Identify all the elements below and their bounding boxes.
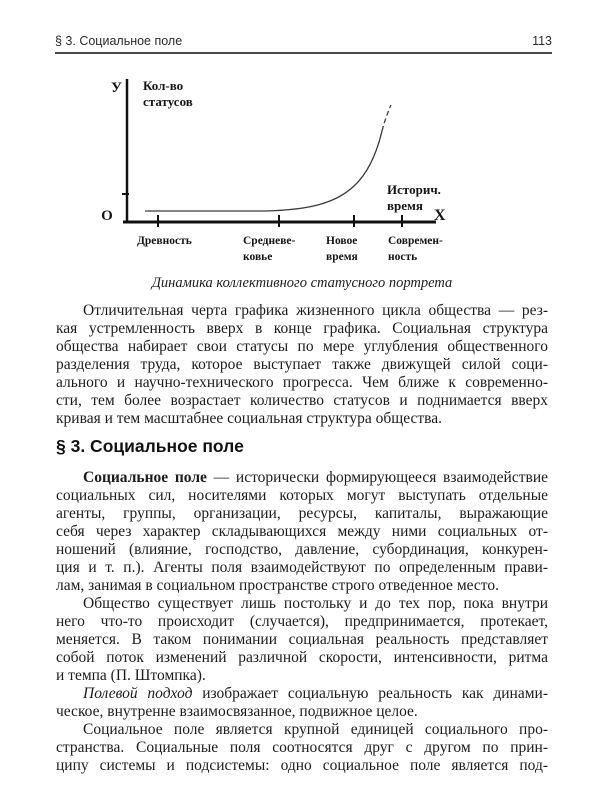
growth-curve — [145, 131, 382, 211]
text-span: — исторически формирующееся взаимодействие — [206, 469, 548, 486]
text-line: ального и научно-технического прогресса. Чем ближе к современно- — [56, 374, 548, 391]
header-section-title: § 3. Социальное поле — [55, 34, 183, 48]
text-line: ношений (влияние, господство, давление, субординация, конкурен- — [56, 541, 548, 558]
text-line: социальных сил, носителями которых могут выступать отдельные — [56, 487, 548, 504]
y-axis-label-line1: Кол-во — [143, 78, 184, 93]
curve-label-line1: Историч. — [387, 182, 441, 197]
text-line: ция и т. п.). Агенты поля взаимодействуют по определенным прави- — [56, 559, 548, 576]
text-line — [56, 469, 548, 487]
x-category-modern-line2: ность — [388, 251, 418, 263]
growth-curve-dashed-top — [382, 105, 391, 131]
y-axis-label-line2: статусов — [143, 94, 193, 109]
paragraph-5 — [56, 721, 548, 775]
figure-caption: Динамика коллективного статусного портрета — [151, 275, 453, 291]
y-axis-letter: У — [110, 80, 122, 96]
x-axis-letter: Х — [434, 207, 446, 224]
x-category-medieval-line1: Средневе- — [243, 235, 296, 247]
text-line: Социальное поле является крупной единицей социального про- — [83, 721, 548, 738]
header-page-number: 113 — [532, 34, 552, 48]
section-heading: § 3. Социальное поле — [56, 436, 244, 456]
paragraph-2 — [56, 469, 548, 595]
x-category-newtime-line2: время — [326, 251, 358, 263]
italic-term: Полевой подход — [83, 685, 193, 702]
text-line: странства. Социальные поля соотносятся друг с другом по прин- — [56, 739, 548, 756]
origin-label: О — [101, 208, 113, 224]
text-line: меняется. В таком понимании социальная реальность представляет — [56, 631, 548, 648]
x-category-modern-line1: Современ- — [388, 235, 443, 247]
text-line: агенты, группы, организации, ресурсы, капиталы, выражающие — [56, 505, 548, 522]
text-line: ципу системы и подсистемы: одно социальное поле является под- — [56, 757, 548, 774]
text-line: кая устремленность вверх в конце графика. Социальная структура — [56, 320, 548, 337]
x-category-newtime-line1: Новое — [326, 235, 358, 247]
text-line: себя через характер складывающихся между ними социальных от- — [56, 523, 548, 540]
x-category-ancient: Древность — [137, 235, 192, 247]
text-line: ческое, внутренне взаимосвязанное, подвижное целое. — [56, 703, 418, 720]
paragraph-3 — [56, 595, 548, 685]
text-line — [56, 685, 548, 703]
text-line: него что-то происходит (случается), предпринимается, протекает, — [56, 613, 548, 630]
paragraph-1 — [56, 302, 548, 428]
x-category-labels — [137, 235, 443, 263]
text-line: Отличительная черта графика жизненного цикла общества — рез- — [83, 302, 548, 319]
running-header — [55, 34, 552, 54]
text-line: сти, тем более возрастает количество статусов и поднимается вверх — [56, 392, 548, 409]
status-dynamics-chart — [95, 73, 455, 268]
text-line: Общество существует лишь постольку и до тех пор, пока внутри — [83, 595, 548, 612]
x-category-medieval-line2: ковье — [243, 251, 273, 263]
text-line: кривая и тем масштабнее социальная структура общества. — [56, 410, 443, 427]
paragraph-4 — [56, 685, 548, 721]
text-span: изображает социальную реальность как динами- — [192, 685, 548, 702]
text-line: разделения труда, которое выступает также движущей силой соци- — [56, 356, 548, 373]
bold-term: Социальное поле — [83, 469, 207, 486]
text-line: лам, занимая в социальном пространстве строго отведенное место. — [56, 577, 499, 594]
curve-label-line2: время — [387, 198, 423, 213]
text-line: и темпа (П. Штомпка). — [56, 667, 206, 684]
text-line: собой поток изменений различной скорости, интенсивности, ритма — [56, 649, 548, 666]
text-line: общества набирает свои статусы по мере углубления общественного — [56, 338, 548, 355]
figure — [95, 73, 455, 268]
